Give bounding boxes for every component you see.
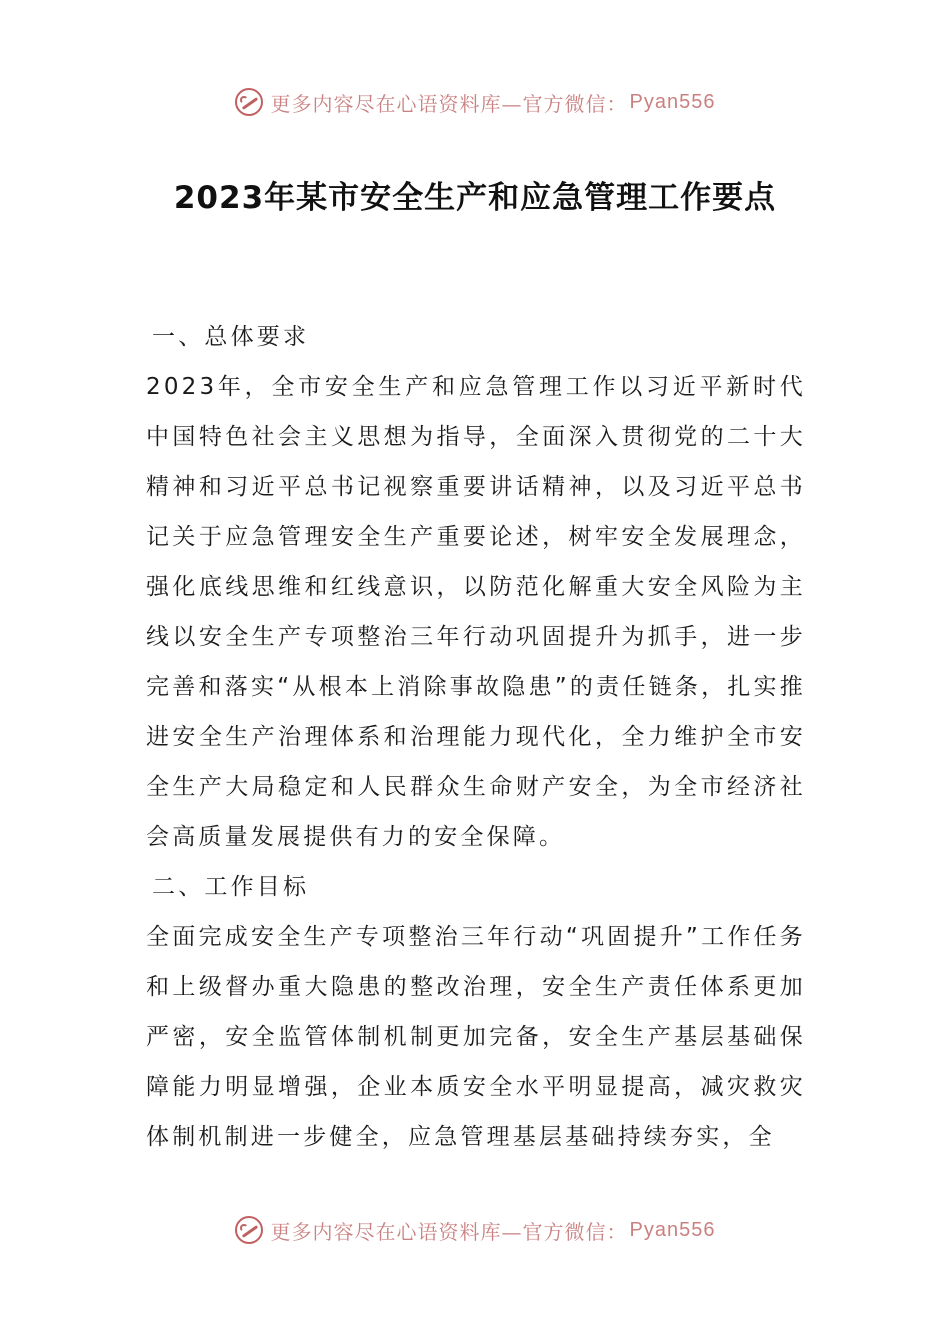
section-heading-overall-requirements: 一、总体要求	[152, 324, 310, 350]
watermark-wechat-id: Pyan556	[629, 90, 716, 113]
watermark-header	[0, 82, 950, 122]
watermark-text: 更多内容尽在心语资料库—官方微信：	[270, 1219, 628, 1244]
document-title: 2023年某市安全生产和应急管理工作要点	[173, 180, 777, 216]
section-paragraph-work-goals: 全面完成安全生产专项整治三年行动“巩固提升”工作任务和上级督办重大隐患的整改治理，安全生产责任体系更加严密，安全监管体制机制更加完备，安全生产基层基础保障能力明显增强，企业本质安全水平明显提高，减灾救灾体制机制进一步健全，应急管理基层基础持续夯实，全	[146, 924, 806, 1150]
section-heading-work-goals: 二、工作目标	[152, 874, 310, 900]
document-body	[146, 312, 806, 1162]
section-paragraph-overall-requirements: 2023年，全市安全生产和应急管理工作以习近平新时代中国特色社会主义思想为指导，全面深入贯彻党的二十大精神和习近平总书记视察重要讲话精神，以及习近平总书记关于应急管理安全生产重要论述，树牢安全发展理念，强化底线思维和红线意识，以防范化解重大安全风险为主线以安全生产专项整治三年行动巩固提升为抓手，进一步完善和落实“从根本上消除事故隐患”的责任链条，扎实推进安全生产治理体系和治理能力现代化，全力维护全市安全生产大局稳定和人民群众生命财产安全，为全市经济社会高质量发展提供有力的安全保障。	[146, 374, 806, 850]
watermark-footer	[0, 1210, 950, 1250]
watermark-text: 更多内容尽在心语资料库—官方微信：	[270, 91, 628, 116]
pen-logo-icon	[235, 88, 263, 116]
watermark-wechat-id: Pyan556	[629, 1218, 716, 1241]
pen-logo-icon	[235, 1216, 263, 1244]
